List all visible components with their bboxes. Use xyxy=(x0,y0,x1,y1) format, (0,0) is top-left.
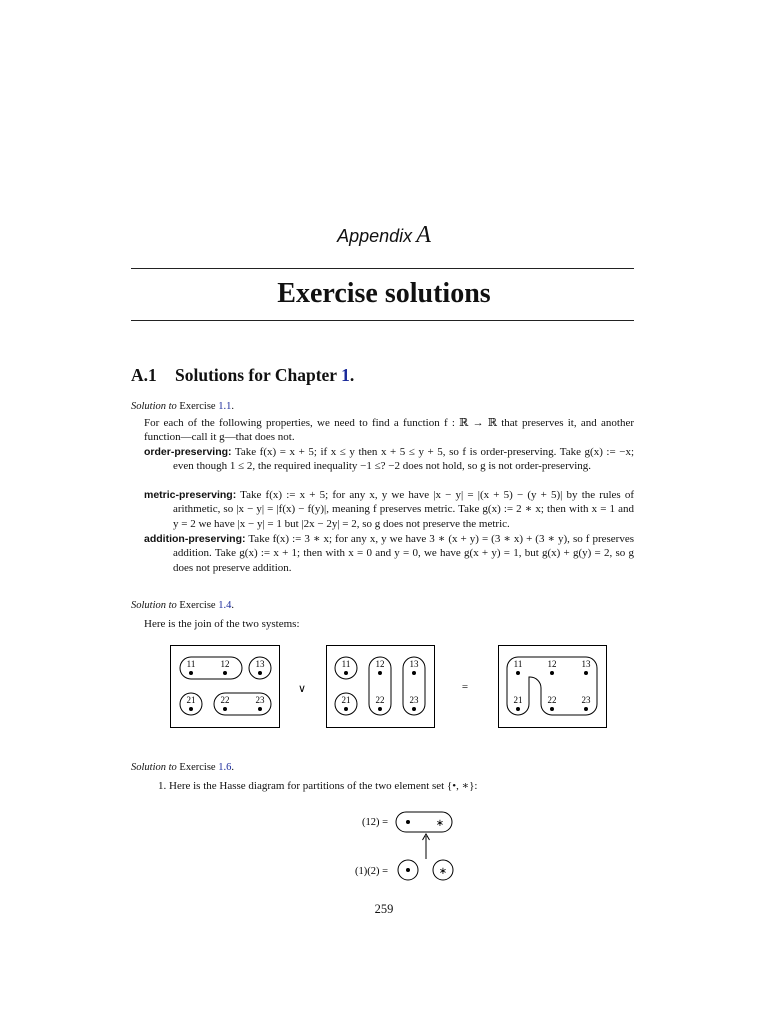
bullet-element xyxy=(406,868,410,872)
system-b xyxy=(327,646,435,728)
element-dot xyxy=(584,671,588,675)
bullet-element xyxy=(406,820,410,824)
element-label: 13 xyxy=(255,659,265,669)
element-dot xyxy=(258,671,262,675)
element-label: 13 xyxy=(581,659,591,669)
property-item-order xyxy=(144,445,634,474)
property-label: addition-preserving: xyxy=(144,533,246,545)
property-text: Take f(x) := x + 5; for any x, y we have |x − y| = |(x + 5) − (y + 5)| by the rules of arithmetic, so |x − y| = |f(x) − f(y)|, meaning f preserves metric. Take g(x) := 2 ∗ x; then with x = 1 and y = 2 we have |x − y| = 1 but |2x − 2y| = 2, so g does not preserve the metric. xyxy=(173,489,634,530)
solution-prefix: Solution to xyxy=(131,600,177,611)
element-dot xyxy=(223,707,227,711)
appendix-word: Appendix xyxy=(337,226,413,246)
exercise-period: . xyxy=(231,401,234,412)
property-item-addition xyxy=(144,532,634,575)
element-dot xyxy=(344,671,348,675)
element-dot xyxy=(412,707,416,711)
exercise-word: Exercise xyxy=(179,401,219,412)
star-element: ∗ xyxy=(435,818,445,829)
solution-3-item xyxy=(158,779,628,793)
element-dot xyxy=(516,671,520,675)
property-item-metric xyxy=(144,488,634,531)
chapter-link[interactable]: 1 xyxy=(341,365,350,385)
element-label: 22 xyxy=(220,695,230,705)
property-text: Take f(x) = x + 5; if x ≤ y then x + 5 ≤ y + 5, so f is order-preserving. Take g(x) := −x; even though 1 ≤ 2, the required inequality −1 ≤? −2 does not hold, so g is not order-preserving. xyxy=(173,446,634,473)
element-dot xyxy=(378,707,382,711)
property-label: metric-preserving: xyxy=(144,489,237,501)
exercise-link[interactable]: 1.1 xyxy=(218,401,232,412)
element-dot xyxy=(584,707,588,711)
equals-symbol: = xyxy=(461,681,469,693)
hasse-diagram xyxy=(340,808,470,884)
element-dot xyxy=(550,671,554,675)
element-label: 12 xyxy=(547,659,557,669)
star-element: ∗ xyxy=(438,866,448,877)
partition-label-top: (12) = xyxy=(361,817,388,828)
item-text: Here is the Hasse diagram for partitions of the two element set {•, ∗}: xyxy=(169,780,478,792)
title-top-rule xyxy=(131,268,634,269)
section-heading xyxy=(131,365,354,386)
solution-prefix: Solution to xyxy=(131,401,177,412)
element-label: 23 xyxy=(409,695,419,705)
property-text: Take f(x) := 3 ∗ x; for any x, y we have 3 ∗ (x + y) = (3 ∗ x) + (3 ∗ y), so f preserves addition. Take g(x) := x + 1; then with x = 0 and y = 0, we have g(x + y) = 1, but g(x) + g(y) = 2, so g does not preserve addition. xyxy=(173,533,634,574)
section-title-suffix: . xyxy=(349,365,355,385)
solution-2-intro: Here is the join of the two systems: xyxy=(144,618,300,630)
title-bottom-rule xyxy=(131,320,634,321)
element-label: 12 xyxy=(220,659,230,669)
property-label: order-preserving: xyxy=(144,446,232,458)
element-label: 21 xyxy=(341,695,351,705)
exercise-word: Exercise xyxy=(179,762,219,773)
element-label: 13 xyxy=(409,659,419,669)
page-number: 259 xyxy=(374,902,394,916)
exercise-word: Exercise xyxy=(179,600,219,611)
element-label: 23 xyxy=(255,695,265,705)
element-dot xyxy=(189,707,193,711)
system-join-result xyxy=(499,646,607,728)
join-diagram xyxy=(170,645,610,730)
appendix-heading xyxy=(0,222,768,249)
element-dot xyxy=(378,671,382,675)
element-dot xyxy=(344,707,348,711)
partition-label-bottom: (1)(2) = xyxy=(354,866,388,877)
element-dot xyxy=(223,671,227,675)
element-label: 21 xyxy=(513,695,523,705)
exercise-period: . xyxy=(231,762,234,773)
element-label: 11 xyxy=(186,659,196,669)
element-dot xyxy=(412,671,416,675)
element-dot xyxy=(516,707,520,711)
element-label: 12 xyxy=(375,659,385,669)
section-number: A.1 xyxy=(131,365,157,385)
exercise-period: . xyxy=(231,600,234,611)
exercise-link[interactable]: 1.6 xyxy=(218,762,232,773)
element-dot xyxy=(189,671,193,675)
element-dot xyxy=(550,707,554,711)
element-label: 11 xyxy=(513,659,523,669)
solution-heading-2 xyxy=(131,600,234,611)
solution-1-intro: For each of the following properties, we need to find a function f : ℝ → ℝ that preserves it, and another function—call it g—that does not. xyxy=(144,417,634,444)
join-symbol: ∨ xyxy=(297,683,307,695)
appendix-letter: A xyxy=(416,222,431,248)
element-label: 21 xyxy=(186,695,196,705)
element-label: 11 xyxy=(341,659,351,669)
section-title: Solutions for Chapter xyxy=(175,365,342,385)
system-a xyxy=(171,646,280,728)
solution-heading-3 xyxy=(131,762,234,773)
element-label: 22 xyxy=(375,695,385,705)
page-title: Exercise solutions xyxy=(277,278,491,309)
solution-heading-1 xyxy=(131,401,234,412)
item-number: 1. xyxy=(158,780,167,792)
element-dot xyxy=(258,707,262,711)
solution-prefix: Solution to xyxy=(131,762,177,773)
element-label: 22 xyxy=(547,695,557,705)
exercise-link[interactable]: 1.4 xyxy=(218,600,232,611)
element-label: 23 xyxy=(581,695,591,705)
